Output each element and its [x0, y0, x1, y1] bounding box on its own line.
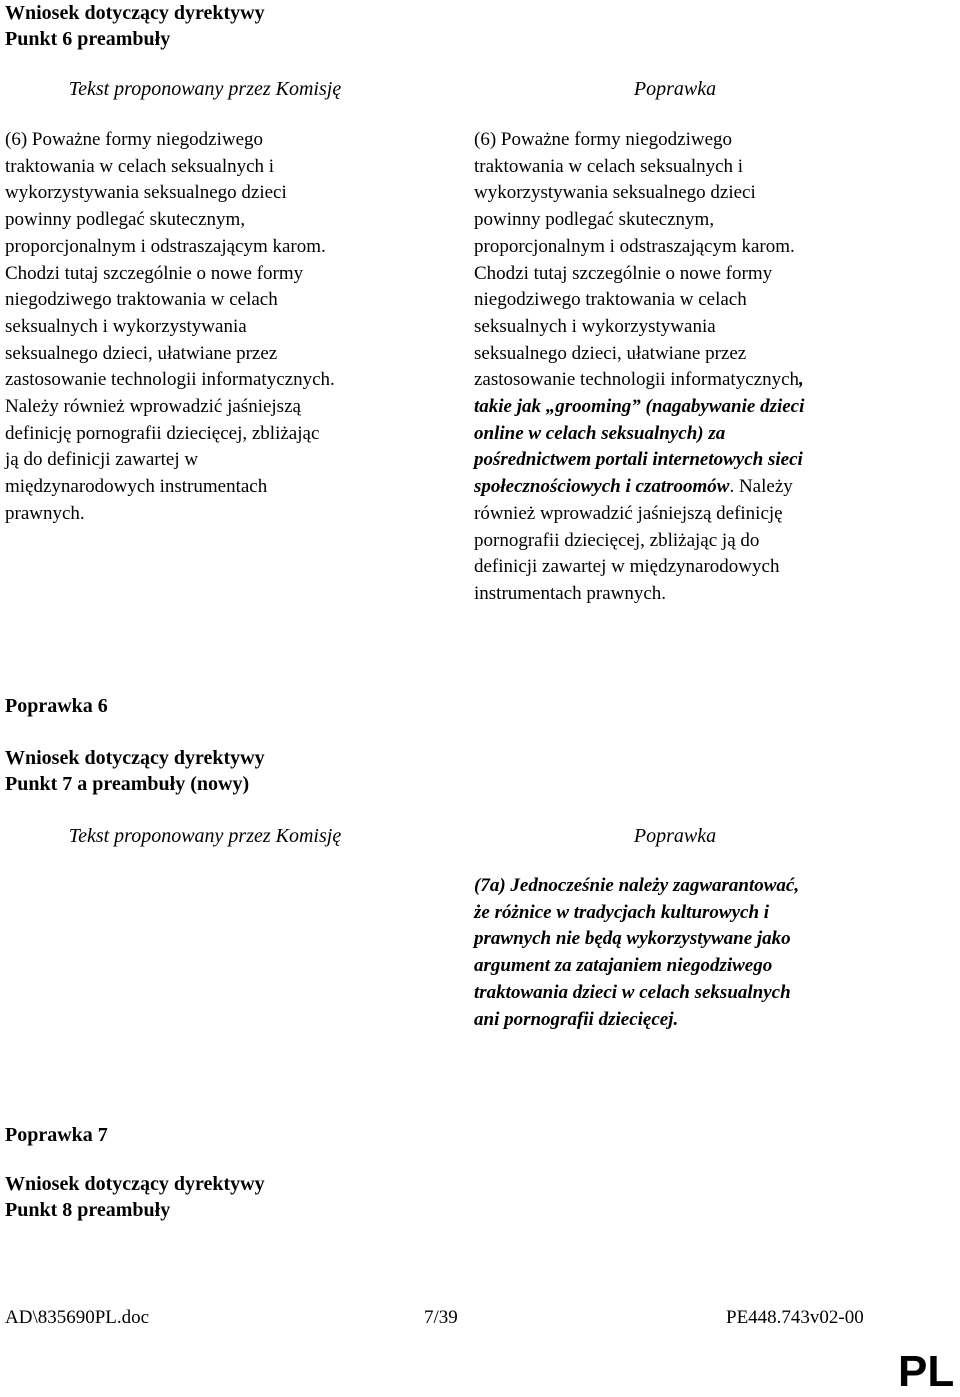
section1-left-text: (6) Poważne formy niegodziwego traktowania w celach seksualnych i wykorzystywania seksualnego dzieci powinny podlegać skutecznym, proporcjonalnym i odstraszającym karom. Chodzi tutaj szczególnie o nowe formy niegodziwego traktowania w celach seksualnych i wykorzystywania seksualnego dzieci, ułatwiane przez zastosowanie technologii informatycznych. Należy również wprowadzić jaśniejszą definicję pornografii dziecięcej, zbliżając ją do definicji zawartej w międzynarodowych instrumentach prawnych. — [5, 129, 335, 524]
footer-doc-ref: AD\835690PL.doc — [5, 1307, 150, 1328]
section1-target — [5, 0, 265, 52]
footer-page-number: 7/39 — [424, 1307, 458, 1328]
section2-target — [5, 745, 265, 797]
section2-right-header: Poprawka — [633, 825, 717, 847]
section3-target-line1: Wniosek dotyczący dyrektywy — [5, 1173, 265, 1195]
section3-target-line2: Punkt 8 preambuły — [5, 1199, 171, 1221]
section3-target — [5, 1171, 265, 1223]
section1-right-text-unchanged: (6) Poważne formy niegodziwego traktowania w celach seksualnych i wykorzystywania seksualnego dzieci powinny podlegać skutecznym, proporcjonalnym i odstraszającym karom. Chodzi tutaj szczególnie o nowe formy niegodziwego traktowania w celach seksualnych i wykorzystywania seksualnego dzieci, ułatwiane przez zastosowanie technologii informatycznych — [474, 129, 800, 391]
amendment-6-label: Poprawka 6 — [5, 695, 108, 717]
section1-right-header: Poprawka — [633, 78, 717, 100]
footer-language-code: PL — [898, 1347, 955, 1396]
section2-target-line2: Punkt 7 a preambuły (nowy) — [5, 773, 250, 795]
amendment-7-label: Poprawka 7 — [5, 1124, 108, 1146]
section1-target-line2: Punkt 6 preambuły — [5, 28, 171, 50]
footer-pe-ref: PE448.743v02-00 — [726, 1307, 864, 1328]
section1-right-text-rest: . Należy również wprowadzić jaśniejszą definicję pornografii dziecięcej, zbliżając ją do definicji zawartej w międzynarodowych instrumentach prawnych. — [474, 476, 793, 604]
section2-left-header: Tekst proponowany przez Komisję — [68, 825, 342, 847]
section1-target-line1: Wniosek dotyczący dyrektywy — [5, 2, 265, 24]
section1-left-header: Tekst proponowany przez Komisję — [68, 78, 342, 100]
section2-right-text: (7a) Jednocześnie należy zagwarantować, że różnice w tradycjach kulturowych i prawnych nie będą wykorzystywane jako argument za zatajaniem niegodziwego traktowania dzieci w celach seksualnych ani pornografii dziecięcej. — [474, 875, 800, 1030]
section2-target-line1: Wniosek dotyczący dyrektywy — [5, 747, 265, 769]
section1-right-text — [474, 127, 954, 608]
section1-right-text-added: , takie jak „grooming” (nagabywanie dzieci online w celach seksualnych) za pośrednictwem portali internetowych sieci społecznościowych i czatroomów — [474, 369, 805, 498]
